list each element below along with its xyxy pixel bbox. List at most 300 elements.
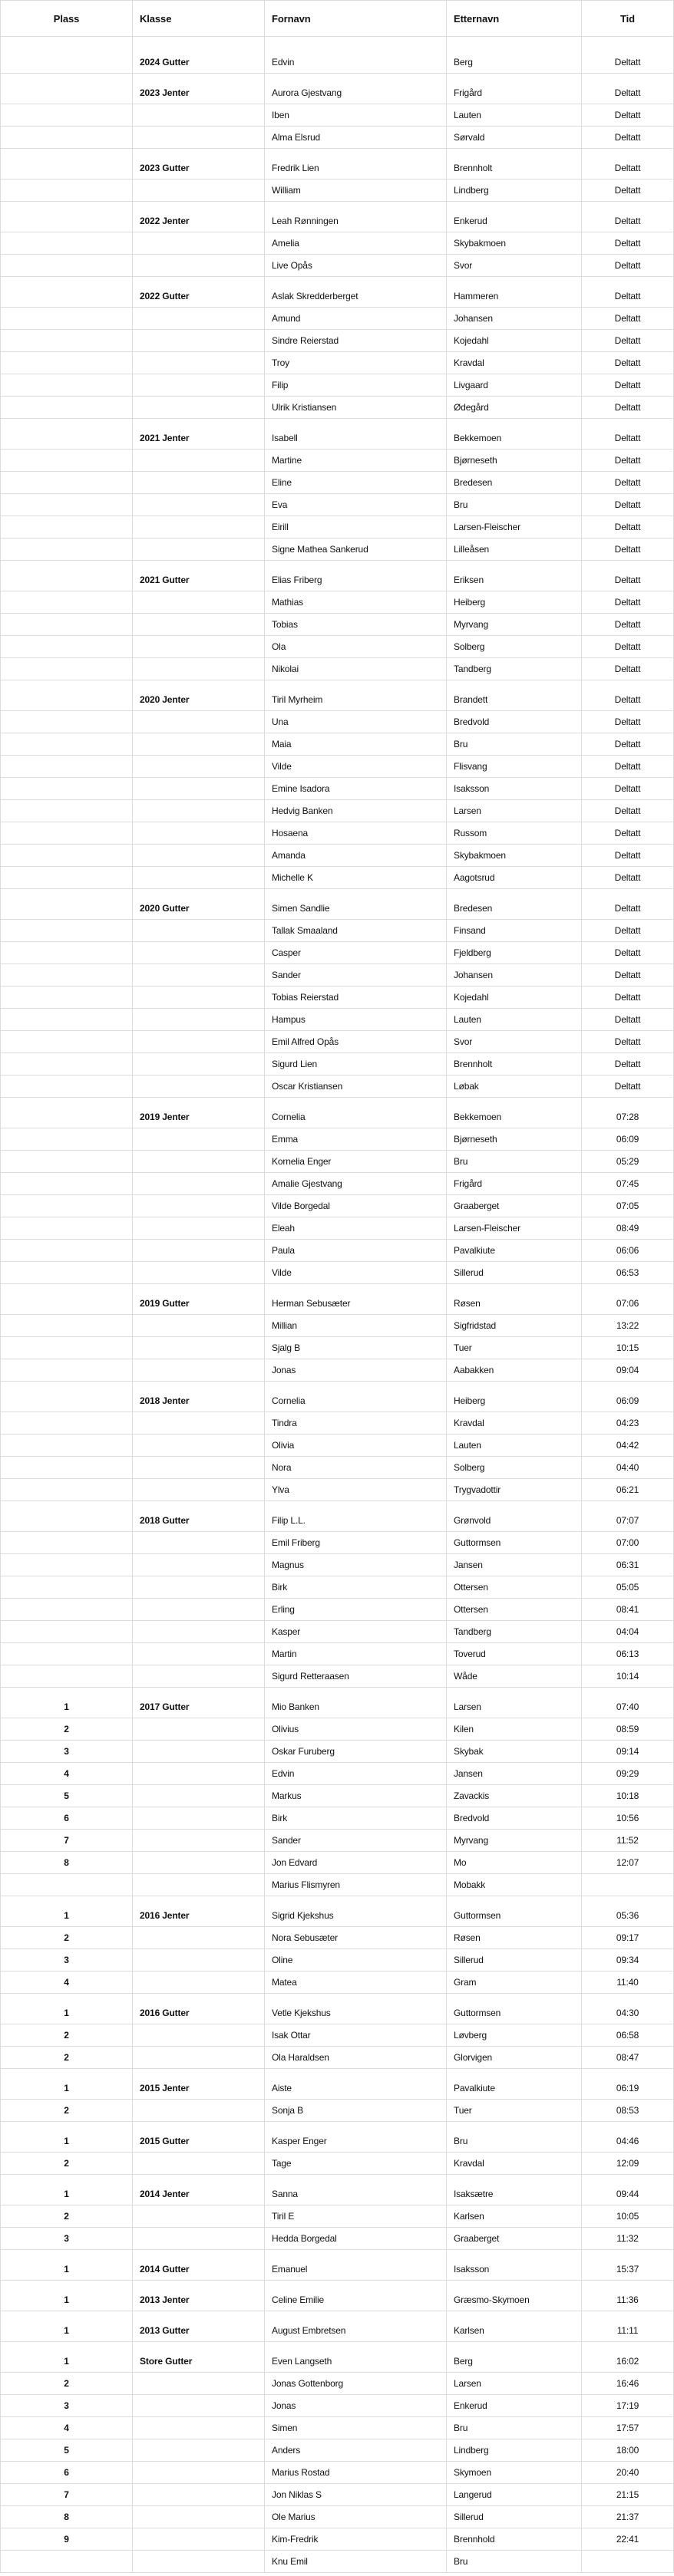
table-row bbox=[1, 494, 674, 516]
tid-cell: 09:14 bbox=[582, 1741, 674, 1763]
plass-cell bbox=[1, 942, 133, 964]
table-row bbox=[1, 1031, 674, 1053]
tid-cell: Deltatt bbox=[582, 330, 674, 352]
plass-cell: 1 bbox=[1, 1688, 133, 1718]
table-row bbox=[1, 658, 674, 680]
table-row bbox=[1, 561, 674, 591]
etternavn-cell: Løbak bbox=[447, 1076, 582, 1098]
fornavn-cell: Eleah bbox=[265, 1217, 447, 1240]
table-row bbox=[1, 330, 674, 352]
table-row bbox=[1, 104, 674, 127]
tid-cell: Deltatt bbox=[582, 680, 674, 711]
plass-cell bbox=[1, 180, 133, 202]
plass-cell bbox=[1, 561, 133, 591]
fornavn-cell: Tiril Myrheim bbox=[265, 680, 447, 711]
etternavn-cell: Kravdal bbox=[447, 1412, 582, 1435]
etternavn-cell: Røsen bbox=[447, 1284, 582, 1315]
klasse-cell bbox=[133, 1479, 265, 1501]
tid-cell: Deltatt bbox=[582, 1009, 674, 1031]
tid-cell: 10:05 bbox=[582, 2205, 674, 2228]
tid-cell: 15:37 bbox=[582, 2250, 674, 2281]
table-row bbox=[1, 1599, 674, 1621]
plass-cell bbox=[1, 104, 133, 127]
fornavn-cell: Knu Emil bbox=[265, 2551, 447, 2573]
etternavn-cell: Grønvold bbox=[447, 1501, 582, 1532]
fornavn-cell: Kornelia Enger bbox=[265, 1151, 447, 1173]
etternavn-cell: Bredesen bbox=[447, 472, 582, 494]
plass-cell bbox=[1, 450, 133, 472]
etternavn-cell: Græsmo-Skymoen bbox=[447, 2281, 582, 2311]
fornavn-cell: Anders bbox=[265, 2439, 447, 2462]
tid-cell: Deltatt bbox=[582, 397, 674, 419]
etternavn-cell: Wåde bbox=[447, 1665, 582, 1688]
tid-cell: 11:52 bbox=[582, 1830, 674, 1852]
klasse-cell bbox=[133, 1785, 265, 1807]
table-row bbox=[1, 822, 674, 845]
table-row bbox=[1, 1785, 674, 1807]
etternavn-cell: Finsand bbox=[447, 920, 582, 942]
table-row bbox=[1, 1151, 674, 1173]
fornavn-cell: Oscar Kristiansen bbox=[265, 1076, 447, 1098]
etternavn-cell: Bru bbox=[447, 1151, 582, 1173]
fornavn-cell: Hosaena bbox=[265, 822, 447, 845]
fornavn-cell: Olivia bbox=[265, 1435, 447, 1457]
table-row bbox=[1, 942, 674, 964]
plass-cell bbox=[1, 74, 133, 104]
fornavn-cell: Sigurd Lien bbox=[265, 1053, 447, 1076]
plass-cell bbox=[1, 1337, 133, 1359]
klasse-cell bbox=[133, 1262, 265, 1284]
fornavn-cell: William bbox=[265, 180, 447, 202]
tid-cell: Deltatt bbox=[582, 614, 674, 636]
klasse-cell bbox=[133, 1412, 265, 1435]
klasse-cell bbox=[133, 800, 265, 822]
table-row bbox=[1, 2551, 674, 2573]
plass-cell bbox=[1, 1621, 133, 1643]
table-row bbox=[1, 2528, 674, 2551]
table-row bbox=[1, 733, 674, 756]
table-row bbox=[1, 2281, 674, 2311]
etternavn-cell: Skybakmoen bbox=[447, 845, 582, 867]
table-row bbox=[1, 2153, 674, 2175]
etternavn-cell: Johansen bbox=[447, 964, 582, 987]
etternavn-cell: Sillerud bbox=[447, 1262, 582, 1284]
table-row bbox=[1, 1554, 674, 1576]
fornavn-cell: Ylva bbox=[265, 1479, 447, 1501]
etternavn-cell: Heiberg bbox=[447, 591, 582, 614]
header-plass: Plass bbox=[1, 1, 133, 37]
plass-cell bbox=[1, 920, 133, 942]
klasse-cell bbox=[133, 711, 265, 733]
etternavn-cell: Jansen bbox=[447, 1763, 582, 1785]
etternavn-cell: Graaberget bbox=[447, 1195, 582, 1217]
plass-cell: 7 bbox=[1, 1830, 133, 1852]
klasse-cell bbox=[133, 2395, 265, 2417]
klasse-cell bbox=[133, 1807, 265, 1830]
etternavn-cell: Bredvold bbox=[447, 711, 582, 733]
klasse-cell bbox=[133, 1643, 265, 1665]
etternavn-cell: Bjørneseth bbox=[447, 1128, 582, 1151]
plass-cell bbox=[1, 1382, 133, 1412]
tid-cell: 10:18 bbox=[582, 1785, 674, 1807]
tid-cell: 08:47 bbox=[582, 2047, 674, 2069]
etternavn-cell: Trygvadottir bbox=[447, 1479, 582, 1501]
table-row bbox=[1, 202, 674, 232]
fornavn-cell: Amanda bbox=[265, 845, 447, 867]
plass-cell bbox=[1, 1009, 133, 1031]
tid-cell: Deltatt bbox=[582, 450, 674, 472]
etternavn-cell: Enkerud bbox=[447, 2395, 582, 2417]
tid-cell: 06:58 bbox=[582, 2024, 674, 2047]
klasse-cell bbox=[133, 1337, 265, 1359]
etternavn-cell: Lauten bbox=[447, 1435, 582, 1457]
fornavn-cell: Nikolai bbox=[265, 658, 447, 680]
tid-cell: 09:17 bbox=[582, 1927, 674, 1949]
etternavn-cell: Guttormsen bbox=[447, 1532, 582, 1554]
etternavn-cell: Løvberg bbox=[447, 2024, 582, 2047]
etternavn-cell: Langerud bbox=[447, 2484, 582, 2506]
fornavn-cell: Eline bbox=[265, 472, 447, 494]
etternavn-cell: Bredesen bbox=[447, 889, 582, 920]
plass-cell: 2 bbox=[1, 2024, 133, 2047]
fornavn-cell: Birk bbox=[265, 1807, 447, 1830]
fornavn-cell: Edvin bbox=[265, 1763, 447, 1785]
fornavn-cell: Jonas Gottenborg bbox=[265, 2373, 447, 2395]
fornavn-cell: Michelle K bbox=[265, 867, 447, 889]
table-row bbox=[1, 1009, 674, 1031]
plass-cell bbox=[1, 987, 133, 1009]
plass-cell bbox=[1, 2551, 133, 2573]
tid-cell: Deltatt bbox=[582, 845, 674, 867]
table-row bbox=[1, 1337, 674, 1359]
klasse-cell: Store Gutter bbox=[133, 2342, 265, 2373]
etternavn-cell: Sigfridstad bbox=[447, 1315, 582, 1337]
klasse-cell bbox=[133, 1763, 265, 1785]
etternavn-cell: Kravdal bbox=[447, 2153, 582, 2175]
tid-cell: Deltatt bbox=[582, 591, 674, 614]
klasse-cell bbox=[133, 1053, 265, 1076]
fornavn-cell: Iben bbox=[265, 104, 447, 127]
klasse-cell bbox=[133, 450, 265, 472]
plass-cell bbox=[1, 889, 133, 920]
klasse-cell bbox=[133, 1151, 265, 1173]
etternavn-cell: Røsen bbox=[447, 1927, 582, 1949]
fornavn-cell: Magnus bbox=[265, 1554, 447, 1576]
etternavn-cell: Guttormsen bbox=[447, 1896, 582, 1927]
etternavn-cell: Larsen bbox=[447, 800, 582, 822]
table-row bbox=[1, 1076, 674, 1098]
klasse-cell bbox=[133, 1972, 265, 1994]
etternavn-cell: Guttormsen bbox=[447, 1994, 582, 2024]
table-row bbox=[1, 1382, 674, 1412]
table-row bbox=[1, 2205, 674, 2228]
table-row bbox=[1, 2024, 674, 2047]
fornavn-cell: Cornelia bbox=[265, 1098, 447, 1128]
tid-cell bbox=[582, 2551, 674, 2573]
results-body bbox=[1, 37, 674, 2573]
tid-cell: 08:53 bbox=[582, 2100, 674, 2122]
fornavn-cell: Jonas bbox=[265, 1359, 447, 1382]
tid-cell: Deltatt bbox=[582, 987, 674, 1009]
table-row bbox=[1, 2462, 674, 2484]
klasse-cell bbox=[133, 867, 265, 889]
plass-cell: 1 bbox=[1, 2250, 133, 2281]
etternavn-cell: Bru bbox=[447, 733, 582, 756]
etternavn-cell: Svor bbox=[447, 1031, 582, 1053]
etternavn-cell: Larsen-Fleischer bbox=[447, 516, 582, 539]
klasse-cell bbox=[133, 1621, 265, 1643]
etternavn-cell: Larsen-Fleischer bbox=[447, 1217, 582, 1240]
table-row bbox=[1, 539, 674, 561]
klasse-cell bbox=[133, 1949, 265, 1972]
table-row bbox=[1, 1173, 674, 1195]
plass-cell bbox=[1, 1576, 133, 1599]
fornavn-cell: Amalie Gjestvang bbox=[265, 1173, 447, 1195]
etternavn-cell: Lauten bbox=[447, 104, 582, 127]
plass-cell bbox=[1, 374, 133, 397]
etternavn-cell: Graaberget bbox=[447, 2228, 582, 2250]
tid-cell: 06:21 bbox=[582, 1479, 674, 1501]
plass-cell: 3 bbox=[1, 2228, 133, 2250]
klasse-cell: 2014 Jenter bbox=[133, 2175, 265, 2205]
table-row bbox=[1, 374, 674, 397]
fornavn-cell: Tindra bbox=[265, 1412, 447, 1435]
tid-cell: 06:13 bbox=[582, 1643, 674, 1665]
etternavn-cell: Ødegård bbox=[447, 397, 582, 419]
tid-cell: 05:05 bbox=[582, 1576, 674, 1599]
fornavn-cell: Live Opås bbox=[265, 255, 447, 277]
table-row bbox=[1, 1501, 674, 1532]
klasse-cell bbox=[133, 1718, 265, 1741]
klasse-cell bbox=[133, 494, 265, 516]
etternavn-cell: Isaksson bbox=[447, 778, 582, 800]
tid-cell: Deltatt bbox=[582, 352, 674, 374]
tid-cell: Deltatt bbox=[582, 733, 674, 756]
fornavn-cell: Ola bbox=[265, 636, 447, 658]
table-row bbox=[1, 2417, 674, 2439]
plass-cell bbox=[1, 1284, 133, 1315]
tid-cell: Deltatt bbox=[582, 104, 674, 127]
tid-cell: 13:22 bbox=[582, 1315, 674, 1337]
plass-cell: 1 bbox=[1, 2342, 133, 2373]
etternavn-cell: Brennholt bbox=[447, 1053, 582, 1076]
klasse-cell: 2018 Jenter bbox=[133, 1382, 265, 1412]
klasse-cell bbox=[133, 1076, 265, 1098]
table-row bbox=[1, 680, 674, 711]
fornavn-cell: Signe Mathea Sankerud bbox=[265, 539, 447, 561]
etternavn-cell: Isaksætre bbox=[447, 2175, 582, 2205]
klasse-cell bbox=[133, 2047, 265, 2069]
fornavn-cell: August Embretsen bbox=[265, 2311, 447, 2342]
tid-cell: 07:40 bbox=[582, 1688, 674, 1718]
table-row bbox=[1, 2175, 674, 2205]
etternavn-cell: Myrvang bbox=[447, 614, 582, 636]
tid-cell: 05:36 bbox=[582, 1896, 674, 1927]
tid-cell: Deltatt bbox=[582, 37, 674, 74]
fornavn-cell: Tiril E bbox=[265, 2205, 447, 2228]
etternavn-cell: Russom bbox=[447, 822, 582, 845]
klasse-cell bbox=[133, 1128, 265, 1151]
klasse-cell: 2016 Gutter bbox=[133, 1994, 265, 2024]
etternavn-cell: Gram bbox=[447, 1972, 582, 1994]
etternavn-cell: Larsen bbox=[447, 2373, 582, 2395]
plass-cell bbox=[1, 232, 133, 255]
table-row bbox=[1, 2484, 674, 2506]
klasse-cell bbox=[133, 1830, 265, 1852]
plass-cell: 1 bbox=[1, 1896, 133, 1927]
table-row bbox=[1, 2439, 674, 2462]
table-header-row bbox=[1, 1, 674, 37]
etternavn-cell: Brandett bbox=[447, 680, 582, 711]
table-row bbox=[1, 889, 674, 920]
table-row bbox=[1, 2506, 674, 2528]
klasse-cell bbox=[133, 2484, 265, 2506]
fornavn-cell: Ola Haraldsen bbox=[265, 2047, 447, 2069]
plass-cell: 4 bbox=[1, 1972, 133, 1994]
fornavn-cell: Vilde Borgedal bbox=[265, 1195, 447, 1217]
table-row bbox=[1, 756, 674, 778]
fornavn-cell: Amelia bbox=[265, 232, 447, 255]
table-row bbox=[1, 1262, 674, 1284]
table-row bbox=[1, 920, 674, 942]
table-row bbox=[1, 1217, 674, 1240]
plass-cell: 6 bbox=[1, 2462, 133, 2484]
plass-cell: 5 bbox=[1, 1785, 133, 1807]
tid-cell: 17:19 bbox=[582, 2395, 674, 2417]
klasse-cell bbox=[133, 374, 265, 397]
klasse-cell bbox=[133, 2373, 265, 2395]
etternavn-cell: Brennholt bbox=[447, 149, 582, 180]
table-row bbox=[1, 1807, 674, 1830]
table-row bbox=[1, 2100, 674, 2122]
plass-cell bbox=[1, 1315, 133, 1337]
etternavn-cell: Bru bbox=[447, 2417, 582, 2439]
plass-cell: 4 bbox=[1, 1763, 133, 1785]
klasse-cell bbox=[133, 2551, 265, 2573]
tid-cell: Deltatt bbox=[582, 374, 674, 397]
plass-cell: 2 bbox=[1, 2153, 133, 2175]
tid-cell: 10:56 bbox=[582, 1807, 674, 1830]
etternavn-cell: Kilen bbox=[447, 1718, 582, 1741]
plass-cell bbox=[1, 733, 133, 756]
klasse-cell bbox=[133, 1240, 265, 1262]
tid-cell: Deltatt bbox=[582, 711, 674, 733]
tid-cell: 06:09 bbox=[582, 1382, 674, 1412]
plass-cell bbox=[1, 516, 133, 539]
klasse-cell bbox=[133, 539, 265, 561]
etternavn-cell: Svor bbox=[447, 255, 582, 277]
fornavn-cell: Aslak Skredderberget bbox=[265, 277, 447, 308]
fornavn-cell: Paula bbox=[265, 1240, 447, 1262]
table-row bbox=[1, 800, 674, 822]
tid-cell: Deltatt bbox=[582, 920, 674, 942]
tid-cell: 11:32 bbox=[582, 2228, 674, 2250]
table-row bbox=[1, 591, 674, 614]
table-row bbox=[1, 180, 674, 202]
klasse-cell bbox=[133, 1031, 265, 1053]
tid-cell: 04:40 bbox=[582, 1457, 674, 1479]
plass-cell bbox=[1, 1599, 133, 1621]
fornavn-cell: Nora bbox=[265, 1457, 447, 1479]
fornavn-cell: Kasper Enger bbox=[265, 2122, 447, 2153]
klasse-cell: 2023 Jenter bbox=[133, 74, 265, 104]
table-row bbox=[1, 37, 674, 74]
table-row bbox=[1, 450, 674, 472]
plass-cell bbox=[1, 614, 133, 636]
table-row bbox=[1, 1359, 674, 1382]
tid-cell: 04:46 bbox=[582, 2122, 674, 2153]
tid-cell: Deltatt bbox=[582, 658, 674, 680]
fornavn-cell: Marius Rostad bbox=[265, 2462, 447, 2484]
klasse-cell bbox=[133, 2024, 265, 2047]
klasse-cell bbox=[133, 964, 265, 987]
fornavn-cell: Hedvig Banken bbox=[265, 800, 447, 822]
tid-cell bbox=[582, 1874, 674, 1896]
tid-cell: Deltatt bbox=[582, 800, 674, 822]
plass-cell: 2 bbox=[1, 2047, 133, 2069]
plass-cell bbox=[1, 1412, 133, 1435]
tid-cell: Deltatt bbox=[582, 964, 674, 987]
klasse-cell: 2017 Gutter bbox=[133, 1688, 265, 1718]
plass-cell bbox=[1, 202, 133, 232]
table-row bbox=[1, 1195, 674, 1217]
etternavn-cell: Bekkemoen bbox=[447, 1098, 582, 1128]
tid-cell: 11:11 bbox=[582, 2311, 674, 2342]
fornavn-cell: Simen Sandlie bbox=[265, 889, 447, 920]
plass-cell: 1 bbox=[1, 2069, 133, 2100]
table-row bbox=[1, 778, 674, 800]
klasse-cell bbox=[133, 1554, 265, 1576]
tid-cell: 11:36 bbox=[582, 2281, 674, 2311]
plass-cell bbox=[1, 1076, 133, 1098]
etternavn-cell: Kravdal bbox=[447, 352, 582, 374]
fornavn-cell: Alma Elsrud bbox=[265, 127, 447, 149]
etternavn-cell: Bjørneseth bbox=[447, 450, 582, 472]
table-row bbox=[1, 1688, 674, 1718]
klasse-cell bbox=[133, 987, 265, 1009]
plass-cell bbox=[1, 1098, 133, 1128]
tid-cell: Deltatt bbox=[582, 561, 674, 591]
fornavn-cell: Ole Marius bbox=[265, 2506, 447, 2528]
tid-cell: 20:40 bbox=[582, 2462, 674, 2484]
klasse-cell: 2016 Jenter bbox=[133, 1896, 265, 1927]
table-row bbox=[1, 1098, 674, 1128]
fornavn-cell: Amund bbox=[265, 308, 447, 330]
table-row bbox=[1, 614, 674, 636]
klasse-cell bbox=[133, 2417, 265, 2439]
klasse-cell: 2015 Jenter bbox=[133, 2069, 265, 2100]
klasse-cell bbox=[133, 920, 265, 942]
tid-cell: Deltatt bbox=[582, 472, 674, 494]
table-row bbox=[1, 1830, 674, 1852]
table-row bbox=[1, 255, 674, 277]
fornavn-cell: Una bbox=[265, 711, 447, 733]
fornavn-cell: Tage bbox=[265, 2153, 447, 2175]
tid-cell: Deltatt bbox=[582, 539, 674, 561]
tid-cell: 22:41 bbox=[582, 2528, 674, 2551]
klasse-cell bbox=[133, 2100, 265, 2122]
klasse-cell bbox=[133, 2439, 265, 2462]
fornavn-cell: Elias Friberg bbox=[265, 561, 447, 591]
table-row bbox=[1, 2250, 674, 2281]
tid-cell: 07:06 bbox=[582, 1284, 674, 1315]
fornavn-cell: Emil Friberg bbox=[265, 1532, 447, 1554]
etternavn-cell: Pavalkiute bbox=[447, 2069, 582, 2100]
etternavn-cell: Ottersen bbox=[447, 1576, 582, 1599]
table-row bbox=[1, 1435, 674, 1457]
table-row bbox=[1, 1852, 674, 1874]
etternavn-cell: Eriksen bbox=[447, 561, 582, 591]
